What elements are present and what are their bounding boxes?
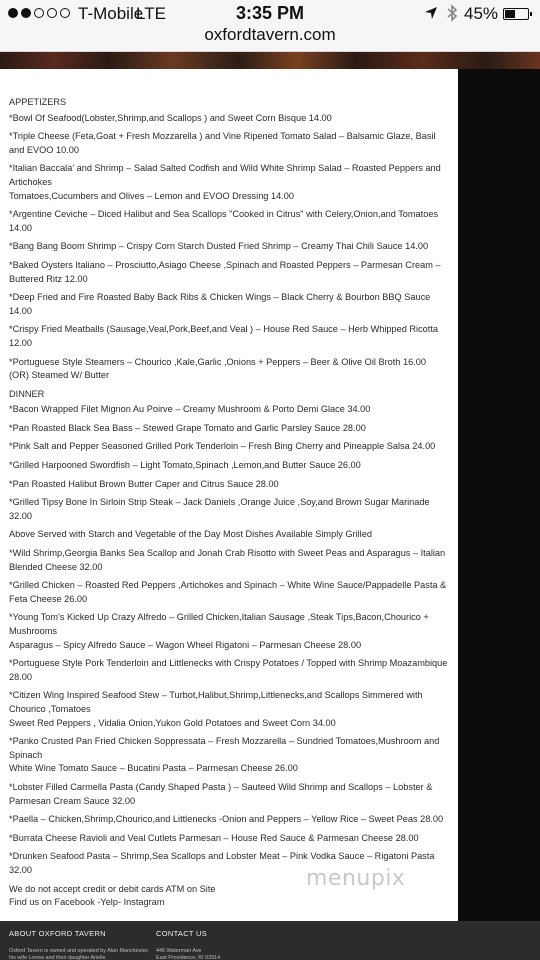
menu-text [9, 96, 448, 910]
appetizers-list [9, 112, 448, 383]
menu-item: *Grilled Chicken – Roasted Red Peppers ,Artichokes and Spinach – White Wine Sauce/Pappadelle Pasta & Feta Cheese 26.00 [9, 580, 447, 604]
menu-item: *Burrata Cheese Ravioli and Veal Cutlets Parmesan – House Red Sauce & Parmesan Cheese 28.00 [9, 832, 419, 843]
footer-contact-address [156, 948, 306, 960]
address-bar[interactable]: oxfordtavern.com [204, 25, 336, 44]
footer-about [9, 929, 149, 960]
bluetooth-icon [446, 4, 458, 22]
header-image [0, 52, 540, 69]
dinner-specials-list [9, 547, 448, 877]
page-background [458, 69, 540, 921]
payment-note: We do not accept credit or debit cards ATM on Site [9, 883, 216, 894]
address-line-2: East Providence, RI 02914 [156, 955, 221, 960]
battery-icon [503, 8, 529, 20]
location-arrow-icon [424, 6, 438, 20]
footer-about-text: Oxford Tavern is owned and operated by Alan Manchester, his wife Lorrea and their daughter Arielle [9, 948, 149, 960]
menu-item: *Panko Crusted Pan Fried Chicken Soppressata – Fresh Mozzarella – Sundried Tomatoes,Mushroom and Spinach White Wine Tomato Sauce – Bucatini Pasta – Parmesan Cheese 26.00 [9, 736, 440, 774]
footer-contact-heading: CONTACT US [156, 929, 208, 938]
menu-item: *Bowl Of Seafood(Lobster,Shrimp,and Scallops ) and Sweet Corn Bisque 14.00 [9, 112, 332, 123]
menu-item: *Young Tom's Kicked Up Crazy Alfredo – Grilled Chicken,Italian Sausage ,Steak Tips,Bacon,Chourico + Mushrooms Asparagus – Spicy Alfredo Sauce – Wagon Wheel Rigatoni – Parmesan Cheese 28.00 [9, 612, 429, 650]
section-heading-appetizers: APPETIZERS [9, 97, 67, 107]
menu-item: *Baked Oysters Italiano – Prosciutto,Asiago Cheese ,Spinach and Roasted Peppers – Parmesan Cream – Buttered Ritz 12.00 [9, 259, 441, 284]
network-type: LTE [136, 4, 166, 23]
menu-item: *Crispy Fried Meatballs (Sausage,Veal,Pork,Beef,and Veal ) – House Red Sauce – Herb Whipped Ricotta 12.00 [9, 324, 438, 348]
menu-item: *Argentine Ceviche – Diced Halibut and Sea Scallops "Cooked in Citrus" with Celery,Onion,and Tomatoes 14.00 [9, 209, 439, 233]
status-bar [0, 0, 540, 26]
dinner-list [9, 403, 448, 523]
served-note: Above Served with Starch and Vegetable of the Day Most Dishes Available Simply Grilled [9, 529, 372, 540]
menu-item: *Grilled Tipsy Bone In Sirloin Strip Steak – Jack Daniels ,Orange Juice ,Soy,and Brown Sugar Marinade 32.00 [9, 497, 430, 521]
menu-panel [0, 69, 458, 921]
menu-item: *Triple Cheese (Feta,Goat + Fresh Mozzarella ) and Vine Ripened Tomato Salad – Balsamic Glaze, Basil and EVOO 10.00 [9, 131, 436, 155]
menu-item: *Pan Roasted Black Sea Bass – Stewed Grape Tomato and Garlic Parsley Sauce 28.00 [9, 422, 366, 433]
footer-about-heading: ABOUT OXFORD TAVERN [9, 929, 106, 938]
watermark-logo: menupix [306, 866, 406, 891]
menu-item: *Grilled Harpooned Swordfish – Light Tomato,Spinach ,Lemon,and Butter Sauce 26.00 [9, 460, 361, 471]
site-footer [0, 921, 540, 960]
address-line-1: 446 Waterman Ave [156, 948, 202, 954]
menu-item: *Pink Salt and Pepper Seasoned Grilled Pork Tenderloin – Fresh Bing Cherry and Pineapple Salsa 24.00 [9, 441, 436, 452]
menu-item: *Deep Fried and Fire Roasted Baby Back Ribs & Chicken Wings – Black Cherry & Bourbon BBQ Sauce 14.00 [9, 292, 431, 316]
menu-item: *Bacon Wrapped Filet Mignon Au Poirve – Creamy Mushroom & Porto Demi Glace 34.00 [9, 404, 371, 415]
menu-item: *Paella – Chicken,Shrimp,Chourico,and Littlenecks -Onion and Peppers – Yellow Rice – Sweet Peas 28.00 [9, 814, 444, 825]
battery-percent: 45% [464, 4, 499, 23]
status-time: 3:35 PM [235, 3, 305, 23]
menu-item: *Portuguese Style Steamers – Chourico ,Kale,Garlic ,Onions + Peppers – Beer & Olive Oil Broth 16.00 (OR) Steamed W/ Butter [9, 356, 426, 381]
section-heading-dinner: DINNER [9, 388, 45, 399]
menu-item: *Drunken Seafood Pasta – Shrimp,Sea Scallops and Lobster Meat – Pink Vodka Sauce – Rigatoni Pasta 32.00 [9, 851, 435, 875]
menu-item: *Lobster Filled Carmella Pasta (Candy Shaped Pasta ) – Sauteed Wild Shrimp and Scallops – Lobster & Parmesan Cream Sauce 32.00 [9, 781, 433, 806]
menu-item: *Portuguese Style Pork Tenderloin and Littlenecks with Crispy Potatoes / Topped with Shrimp Moazambique 28.00 [9, 658, 448, 682]
menu-item: *Bang Bang Boom Shrimp – Crispy Corn Starch Dusted Fried Shrimp – Creamy Thai Chili Sauce 14.00 [9, 241, 429, 252]
menu-item: *Wild Shrimp,Georgia Banks Sea Scallop and Jonah Crab Risotto with Sweet Peas and Asparagus – Italian Blended Cheese 32.00 [9, 548, 446, 572]
menu-item: *Italian Baccala' and Shrimp – Salad Salted Codfish and Wild White Shrimp Salad – Roasted Peppers and Artichokes Tomatoes,Cucumbers and Olives – Lemon and EVOO Dressing 14.00 [9, 163, 441, 201]
social-note: Find us on Facebook -Yelp- Instagram [9, 897, 165, 908]
footer-contact [156, 929, 306, 960]
browser-chrome [0, 0, 540, 52]
menu-item: *Citizen Wing Inspired Seafood Stew – Turbot,Halibut,Shrimp,Littlenecks,and Scallops Simmered with Chourico ,Tomatoes Sweet Red Peppers , Vidalia Onion,Yukon Gold Potatoes and Sweet Corn 34.00 [9, 690, 423, 728]
carrier-name: T-Mobile [78, 4, 144, 23]
menu-item: *Pan Roasted Halibut Brown Butter Caper and Citrus Sauce 28.00 [9, 478, 279, 489]
